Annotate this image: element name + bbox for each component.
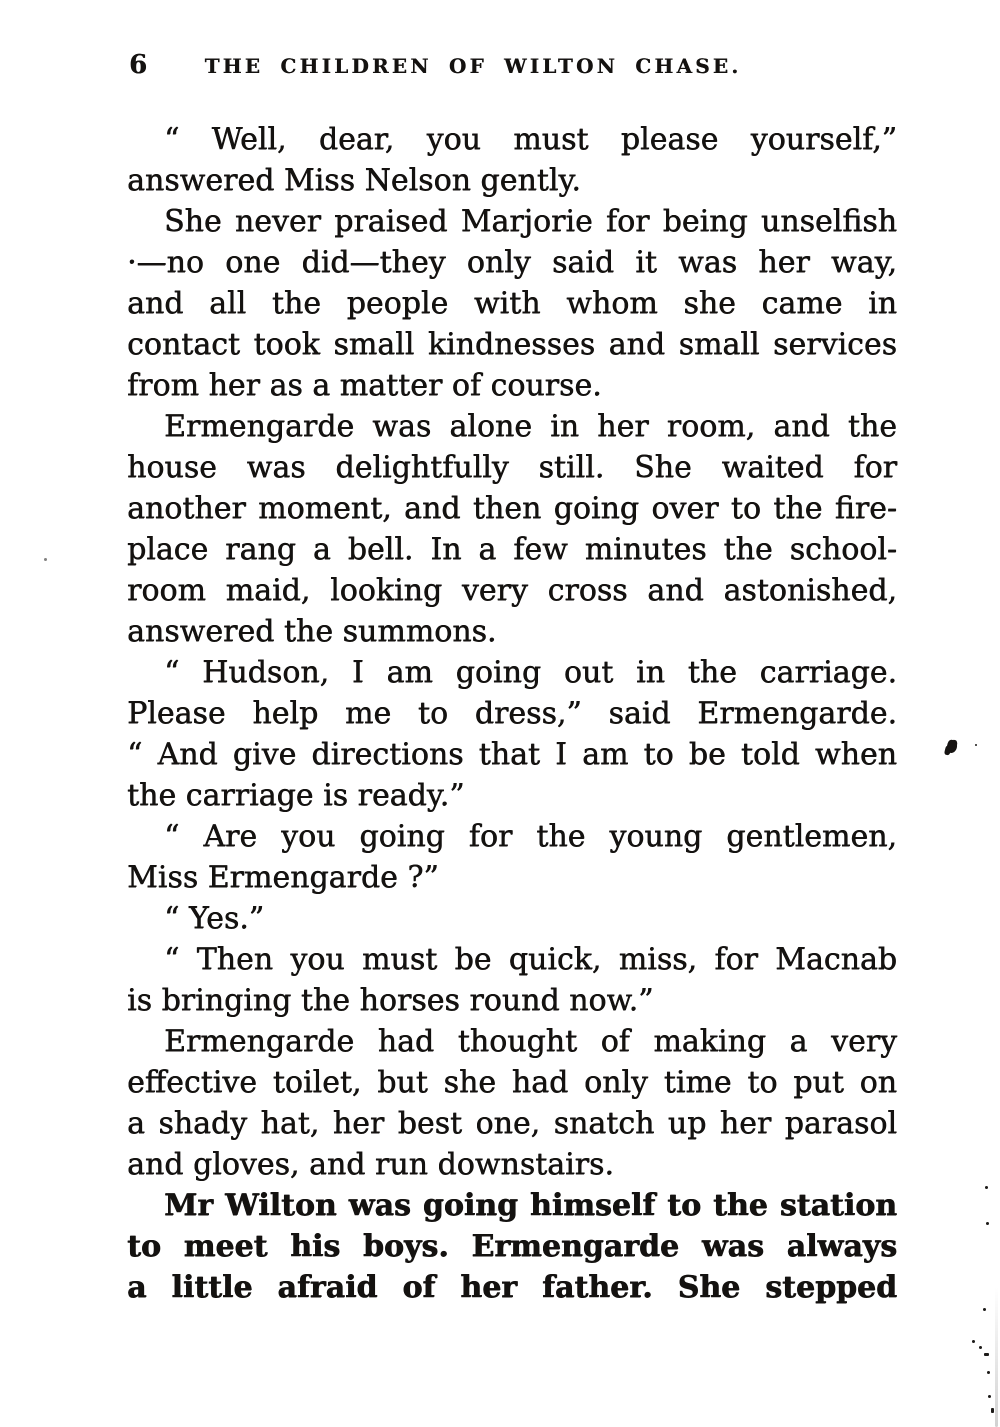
text-line: “ Hudson, I am going out in the carriage. bbox=[164, 655, 897, 690]
text-line: and gloves, and run downstairs. bbox=[127, 1147, 614, 1182]
text-line: answered Miss Nelson gently. bbox=[127, 163, 581, 198]
scan-edge-smudge bbox=[995, 1287, 998, 1427]
text-line: is bringing the horses round now.” bbox=[127, 983, 654, 1018]
text-line: effective toilet, but she had only time to put on bbox=[127, 1065, 897, 1100]
text-line: to meet his boys. Ermengarde was always bbox=[127, 1229, 897, 1264]
text-line: from her as a matter of course. bbox=[127, 368, 602, 403]
ink-speck bbox=[985, 1186, 988, 1189]
paragraph bbox=[127, 201, 897, 406]
text-line: “ Yes.” bbox=[164, 901, 265, 936]
text-line: Please help me to dress,” said Ermengarde. bbox=[127, 696, 897, 731]
text-line: place rang a bell. In a few minutes the school- bbox=[127, 532, 897, 567]
text-line: room maid, looking very cross and astonished, bbox=[127, 573, 897, 608]
ink-speck bbox=[983, 1308, 986, 1311]
text-line: Ermengarde had thought of making a very bbox=[164, 1024, 897, 1059]
paragraph bbox=[127, 816, 897, 898]
text-line: Miss Ermengarde ?” bbox=[127, 860, 439, 895]
ink-speck bbox=[972, 1340, 975, 1343]
ink-speck bbox=[986, 1222, 989, 1225]
text-line: contact took small kindnesses and small services bbox=[127, 327, 897, 362]
text-line: She never praised Marjorie for being unselfish bbox=[164, 204, 897, 239]
text-line: answered the summons. bbox=[127, 614, 497, 649]
ink-blot bbox=[946, 739, 959, 754]
text-line: Mr Wilton was going himself to the station bbox=[164, 1188, 897, 1223]
page-body bbox=[127, 119, 897, 1308]
paragraph bbox=[127, 939, 897, 1021]
paragraph bbox=[127, 1185, 897, 1308]
paragraph bbox=[127, 1021, 897, 1185]
text-line: ·—no one did—they only said it was her way, bbox=[127, 245, 897, 280]
text-line: another moment, and then going over to the fire- bbox=[127, 491, 897, 526]
page-number: 6 bbox=[129, 50, 149, 80]
ink-speck bbox=[984, 1353, 989, 1356]
page-header bbox=[0, 0, 1000, 100]
text-line: a shady hat, her best one, snatch up her parasol bbox=[127, 1106, 897, 1141]
text-line: the carriage is ready.” bbox=[127, 778, 465, 813]
ink-speck bbox=[44, 558, 47, 561]
paragraph bbox=[127, 898, 897, 939]
running-title: THE CHILDREN OF WILTON CHASE. bbox=[204, 54, 742, 78]
ink-speck bbox=[991, 1408, 994, 1413]
ink-speck bbox=[975, 744, 977, 746]
text-line: “ Then you must be quick, miss, for Macnab bbox=[164, 942, 897, 977]
text-line: “ Are you going for the young gentlemen, bbox=[164, 819, 897, 854]
ink-speck bbox=[988, 1395, 991, 1398]
paragraph bbox=[127, 406, 897, 652]
text-line: “ Well, dear, you must please yourself,” bbox=[164, 122, 897, 157]
text-line: a little afraid of her father. She stepped bbox=[127, 1270, 897, 1305]
ink-speck bbox=[979, 1346, 982, 1349]
text-line: Ermengarde was alone in her room, and the bbox=[164, 409, 897, 444]
text-line: house was delightfully still. She waited for bbox=[127, 450, 897, 485]
text-line: and all the people with whom she came in bbox=[127, 286, 897, 321]
ink-speck bbox=[987, 1371, 990, 1374]
paragraph bbox=[127, 652, 897, 816]
text-line: “ And give directions that I am to be told when bbox=[127, 737, 897, 772]
paragraph bbox=[127, 119, 897, 201]
